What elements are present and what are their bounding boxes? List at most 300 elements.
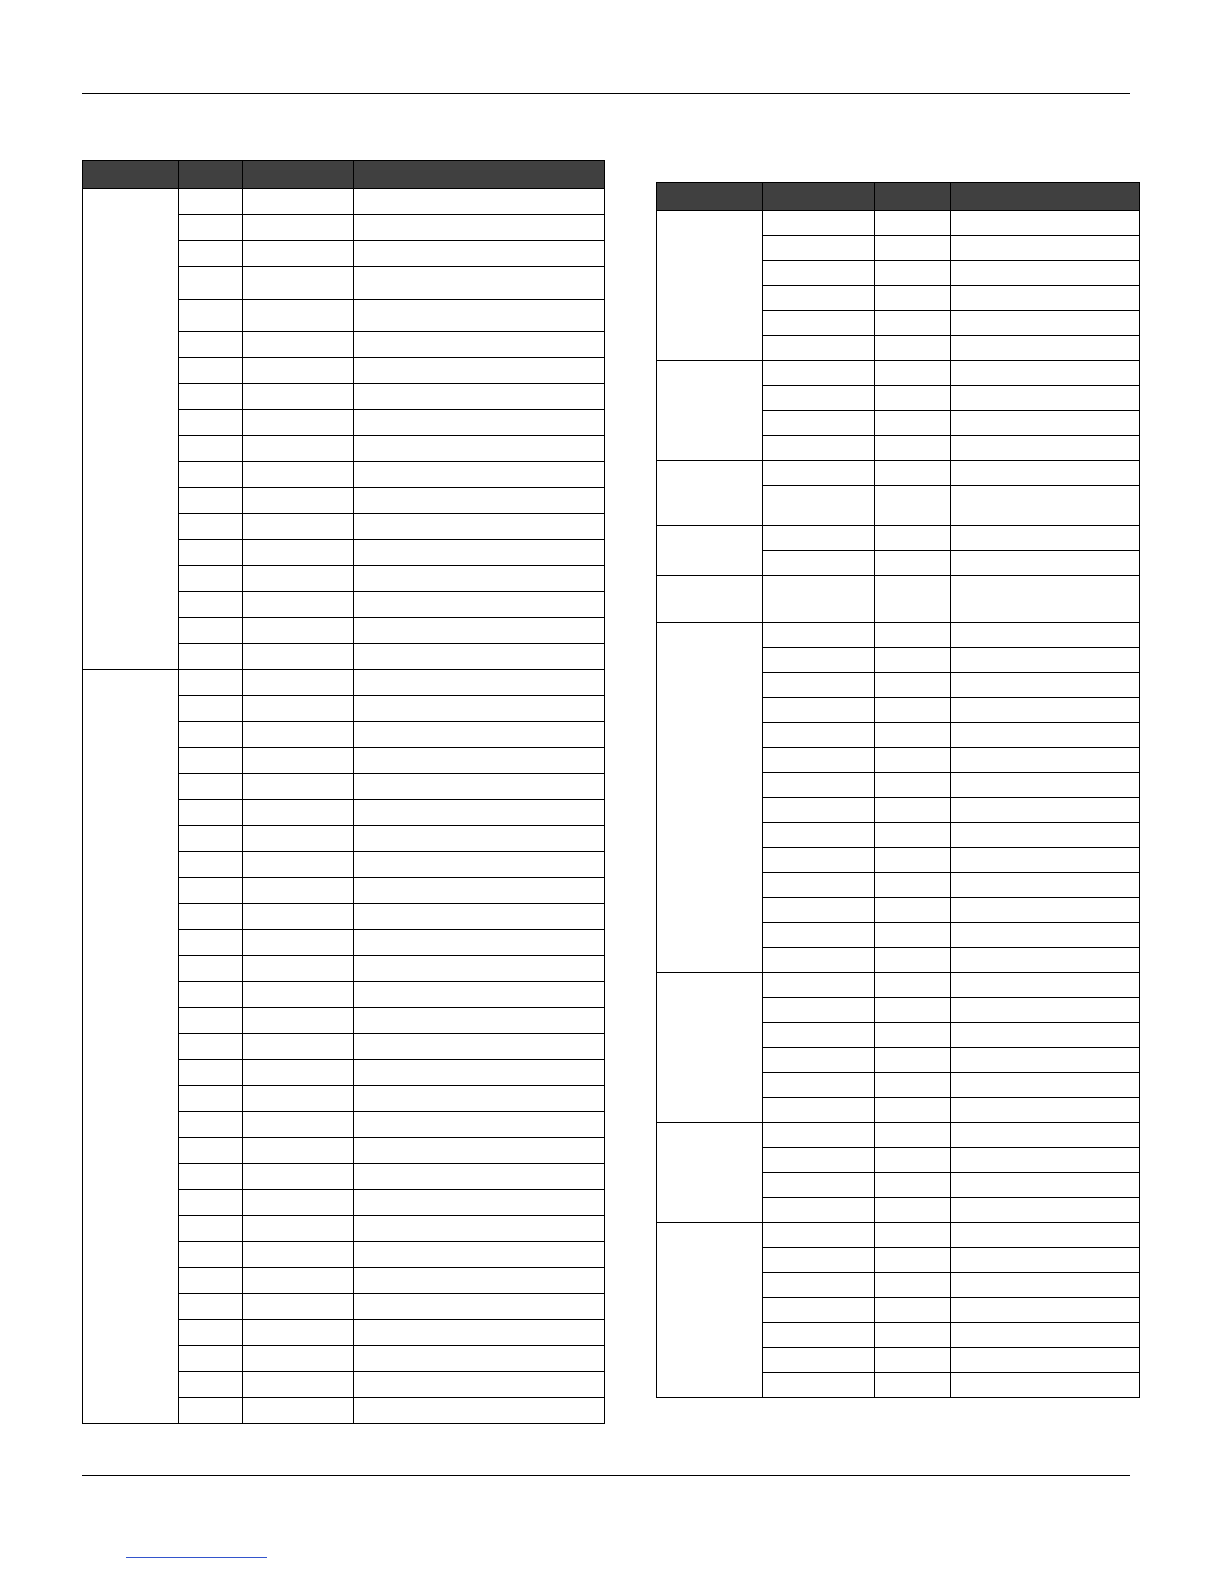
right-table-cell: [951, 1098, 1140, 1123]
right-table-cell: [951, 873, 1140, 898]
right-table-cell: [875, 311, 951, 336]
right-table-cell: [763, 798, 875, 823]
right-table-row: [657, 361, 1140, 386]
right-table-cell: [763, 1198, 875, 1223]
right-table-cell: [763, 236, 875, 261]
left-table-cell: [354, 1398, 605, 1424]
left-table-cell: [179, 189, 243, 215]
left-table-cell: [243, 1268, 354, 1294]
left-table-cell: [179, 774, 243, 800]
left-table-cell: [243, 800, 354, 826]
right-table-cell: [763, 1273, 875, 1298]
right-table-cell: [875, 211, 951, 236]
left-table-cell: [354, 1164, 605, 1190]
right-table-cell: [763, 1298, 875, 1323]
right-table-cell: [875, 1123, 951, 1148]
right-table-cell: [875, 748, 951, 773]
right-table-cell: [763, 1173, 875, 1198]
left-table-cell: [179, 852, 243, 878]
left-table-cell: [179, 644, 243, 670]
left-table-cell: [179, 300, 243, 332]
right-table-cell: [875, 261, 951, 286]
left-group-label: [83, 670, 179, 1424]
right-table-cell: [763, 486, 875, 526]
right-table-cell: [763, 576, 875, 623]
left-table-cell: [179, 436, 243, 462]
right-table-cell: [951, 1248, 1140, 1273]
left-table-cell: [243, 592, 354, 618]
right-table-cell: [875, 673, 951, 698]
right-table-cell: [951, 1173, 1140, 1198]
right-table-cell: [763, 923, 875, 948]
right-table-cell: [763, 1073, 875, 1098]
right-table-row: [657, 461, 1140, 486]
right-table-cell: [875, 386, 951, 411]
right-table-cell: [951, 411, 1140, 436]
right-table-cell: [951, 1048, 1140, 1073]
right-table-cell: [951, 336, 1140, 361]
right-table-cell: [951, 311, 1140, 336]
left-table-cell: [243, 930, 354, 956]
left-table-cell: [243, 852, 354, 878]
right-table-cell: [951, 1323, 1140, 1348]
right-table-cell: [951, 1298, 1140, 1323]
left-table-cell: [354, 956, 605, 982]
right-table-cell: [951, 623, 1140, 648]
right-table-cell: [951, 486, 1140, 526]
right-table-cell: [875, 923, 951, 948]
left-table-cell: [243, 904, 354, 930]
right-table-cell: [951, 1198, 1140, 1223]
right-table-cell: [951, 948, 1140, 973]
right-table-row: [657, 526, 1140, 551]
left-table-cell: [243, 189, 354, 215]
right-table-cell: [763, 898, 875, 923]
right-table-cell: [875, 1223, 951, 1248]
right-table-cell: [951, 211, 1140, 236]
left-table-cell: [243, 774, 354, 800]
right-table-row: [657, 1123, 1140, 1148]
left-table-cell: [179, 618, 243, 644]
right-table-cell: [951, 748, 1140, 773]
left-table-cell: [179, 1034, 243, 1060]
left-table-cell: [354, 488, 605, 514]
left-table-cell: [354, 410, 605, 436]
right-table-cell: [875, 973, 951, 998]
right-table-row: [657, 623, 1140, 648]
left-table-cell: [179, 748, 243, 774]
left-table-cell: [243, 1060, 354, 1086]
left-table-cell: [243, 384, 354, 410]
left-table-cell: [354, 696, 605, 722]
left-table-header-cell: [179, 161, 243, 189]
left-table-cell: [179, 1268, 243, 1294]
left-table-cell: [179, 1086, 243, 1112]
left-table-cell: [179, 332, 243, 358]
right-table-cell: [875, 1273, 951, 1298]
right-table-cell: [763, 361, 875, 386]
left-table-cell: [243, 1138, 354, 1164]
left-table-cell: [179, 1372, 243, 1398]
right-table-cell: [763, 823, 875, 848]
left-table-cell: [354, 1294, 605, 1320]
right-table-cell: [951, 236, 1140, 261]
left-table-cell: [354, 1138, 605, 1164]
left-table-cell: [243, 1112, 354, 1138]
right-table-header-cell: [657, 183, 763, 211]
left-table-cell: [243, 826, 354, 852]
right-table-cell: [875, 526, 951, 551]
left-table-cell: [179, 1112, 243, 1138]
right-table-row: [657, 973, 1140, 998]
right-table-cell: [951, 436, 1140, 461]
left-table-cell: [354, 1112, 605, 1138]
right-table-cell: [875, 361, 951, 386]
left-table-cell: [243, 436, 354, 462]
left-table-cell: [243, 1294, 354, 1320]
right-table-cell: [951, 923, 1140, 948]
left-table-cell: [179, 488, 243, 514]
right-table-cell: [951, 386, 1140, 411]
left-table-cell: [354, 1216, 605, 1242]
left-table-cell: [354, 1060, 605, 1086]
left-table-cell: [179, 514, 243, 540]
left-table-cell: [243, 488, 354, 514]
left-table-cell: [354, 436, 605, 462]
right-table-cell: [763, 998, 875, 1023]
right-table-cell: [875, 336, 951, 361]
left-table-cell: [179, 826, 243, 852]
right-table-cell: [763, 261, 875, 286]
left-table-cell: [179, 1164, 243, 1190]
left-table-cell: [354, 904, 605, 930]
right-table-cell: [875, 576, 951, 623]
left-table-cell: [243, 1164, 354, 1190]
left-table-cell: [243, 358, 354, 384]
right-table-row: [657, 1223, 1140, 1248]
left-table-cell: [179, 1346, 243, 1372]
left-table-cell: [243, 267, 354, 300]
left-table-cell: [179, 956, 243, 982]
left-table-cell: [179, 800, 243, 826]
left-table-cell: [179, 1138, 243, 1164]
right-table-cell: [763, 973, 875, 998]
right-table: [656, 182, 1140, 1398]
right-table-cell: [763, 773, 875, 798]
left-table-cell: [179, 566, 243, 592]
left-table-cell: [243, 1398, 354, 1424]
left-table-cell: [243, 618, 354, 644]
left-table-cell: [354, 566, 605, 592]
left-table-cell: [243, 1008, 354, 1034]
right-table-cell: [763, 526, 875, 551]
left-table-cell: [179, 267, 243, 300]
right-table-cell: [875, 1248, 951, 1273]
left-table-cell: [354, 800, 605, 826]
right-table-cell: [951, 1123, 1140, 1148]
right-table-cell: [763, 1123, 875, 1148]
right-table-cell: [875, 1373, 951, 1398]
right-table-cell: [951, 998, 1140, 1023]
left-table-cell: [354, 1008, 605, 1034]
right-table-cell: [763, 948, 875, 973]
right-table-cell: [763, 1373, 875, 1398]
left-table-header-cell: [243, 161, 354, 189]
right-table-cell: [763, 286, 875, 311]
right-table-cell: [951, 261, 1140, 286]
right-table-cell: [763, 1348, 875, 1373]
right-table-cell: [763, 386, 875, 411]
right-table-cell: [951, 1348, 1140, 1373]
right-table-cell: [875, 1148, 951, 1173]
right-table-header-cell: [875, 183, 951, 211]
left-table-cell: [243, 462, 354, 488]
right-table-cell: [951, 798, 1140, 823]
left-table-cell: [354, 358, 605, 384]
left-table-cell: [354, 644, 605, 670]
right-table-cell: [951, 673, 1140, 698]
left-table-cell: [243, 1372, 354, 1398]
right-table-cell: [875, 1348, 951, 1373]
right-table-cell: [763, 1023, 875, 1048]
right-table-cell: [763, 698, 875, 723]
right-table-cell: [875, 1173, 951, 1198]
left-table-cell: [179, 982, 243, 1008]
right-table-cell: [875, 823, 951, 848]
right-table-cell: [763, 873, 875, 898]
right-table-cell: [875, 623, 951, 648]
left-table-cell: [354, 592, 605, 618]
left-group-label: [83, 189, 179, 670]
right-group-label: [657, 361, 763, 461]
right-table-header-cell: [951, 183, 1140, 211]
right-table-row: [657, 576, 1140, 623]
left-table-cell: [354, 241, 605, 267]
right-table-cell: [875, 698, 951, 723]
right-group-label: [657, 1123, 763, 1223]
left-table-cell: [354, 1268, 605, 1294]
right-table-cell: [951, 973, 1140, 998]
left-table-cell: [354, 1242, 605, 1268]
left-table-row: [83, 189, 605, 215]
left-table-cell: [354, 826, 605, 852]
right-table-cell: [763, 336, 875, 361]
left-table-header-row: [83, 161, 605, 189]
left-table-cell: [354, 774, 605, 800]
left-table-cell: [243, 956, 354, 982]
left-table-cell: [179, 904, 243, 930]
right-group-label: [657, 461, 763, 526]
right-table-cell: [763, 1048, 875, 1073]
left-table-cell: [179, 1398, 243, 1424]
left-table-cell: [354, 215, 605, 241]
left-table-cell: [354, 514, 605, 540]
left-table-cell: [243, 1034, 354, 1060]
left-table-cell: [243, 241, 354, 267]
right-table-cell: [875, 873, 951, 898]
left-table-cell: [354, 852, 605, 878]
left-table-cell: [243, 878, 354, 904]
right-table-header-row: [657, 183, 1140, 211]
left-table-cell: [354, 384, 605, 410]
right-table-cell: [951, 551, 1140, 576]
right-table-cell: [875, 1098, 951, 1123]
right-table-cell: [951, 723, 1140, 748]
left-table-cell: [179, 670, 243, 696]
left-table-cell: [179, 384, 243, 410]
left-table-cell: [179, 1060, 243, 1086]
right-table-row: [657, 211, 1140, 236]
right-table-cell: [763, 1223, 875, 1248]
left-table-header-cell: [354, 161, 605, 189]
right-table-cell: [875, 848, 951, 873]
right-table-body: [657, 211, 1140, 1398]
left-table-cell: [243, 1086, 354, 1112]
right-table-cell: [763, 648, 875, 673]
left-table-cell: [354, 267, 605, 300]
left-table-cell: [179, 215, 243, 241]
header-rule: [82, 93, 1130, 94]
right-table-cell: [875, 1023, 951, 1048]
left-table-cell: [243, 332, 354, 358]
right-table-cell: [951, 698, 1140, 723]
left-table-cell: [354, 1190, 605, 1216]
right-table-cell: [951, 361, 1140, 386]
right-table-cell: [875, 551, 951, 576]
left-table-cell: [354, 540, 605, 566]
right-table-cell: [875, 898, 951, 923]
left-table-cell: [243, 748, 354, 774]
left-table-cell: [179, 696, 243, 722]
right-table-cell: [951, 526, 1140, 551]
left-table-cell: [354, 1372, 605, 1398]
right-table-cell: [763, 748, 875, 773]
right-table-cell: [763, 551, 875, 576]
right-table-cell: [875, 998, 951, 1023]
right-group-label: [657, 623, 763, 973]
right-table-header-cell: [763, 183, 875, 211]
right-table-cell: [951, 848, 1140, 873]
left-table-cell: [354, 332, 605, 358]
left-table-cell: [354, 878, 605, 904]
left-table-cell: [179, 930, 243, 956]
left-table-cell: [243, 300, 354, 332]
left-table-cell: [243, 215, 354, 241]
left-table-cell: [179, 722, 243, 748]
footer-rule: [82, 1475, 1130, 1476]
right-group-label: [657, 1223, 763, 1398]
left-table-cell: [243, 982, 354, 1008]
left-table-cell: [179, 1294, 243, 1320]
right-table-cell: [763, 848, 875, 873]
left-table-cell: [179, 410, 243, 436]
left-table-cell: [354, 462, 605, 488]
right-table-cell: [763, 623, 875, 648]
left-table-cell: [243, 1216, 354, 1242]
right-table-cell: [763, 723, 875, 748]
left-table-cell: [243, 1346, 354, 1372]
left-table-cell: [179, 1008, 243, 1034]
right-table-cell: [875, 286, 951, 311]
left-table-cell: [243, 696, 354, 722]
right-table-cell: [763, 411, 875, 436]
right-table-cell: [951, 1273, 1140, 1298]
footer-link[interactable]: [126, 1557, 267, 1558]
left-table-cell: [243, 410, 354, 436]
right-table-cell: [951, 286, 1140, 311]
left-table-cell: [354, 670, 605, 696]
left-table-cell: [354, 618, 605, 644]
right-table-cell: [875, 773, 951, 798]
right-table-cell: [951, 461, 1140, 486]
left-table-cell: [354, 982, 605, 1008]
right-table-cell: [763, 1323, 875, 1348]
left-table-cell: [179, 462, 243, 488]
left-table-cell: [243, 644, 354, 670]
right-table-cell: [875, 648, 951, 673]
right-table-cell: [763, 1148, 875, 1173]
left-table-cell: [179, 1216, 243, 1242]
right-table-cell: [875, 236, 951, 261]
right-table-cell: [951, 1373, 1140, 1398]
right-table-cell: [763, 211, 875, 236]
left-table-cell: [243, 540, 354, 566]
right-table-cell: [951, 1223, 1140, 1248]
left-table-cell: [243, 1190, 354, 1216]
right-group-label: [657, 973, 763, 1123]
right-table-cell: [875, 486, 951, 526]
left-table-cell: [243, 670, 354, 696]
left-table-cell: [354, 1320, 605, 1346]
left-table-cell: [179, 1320, 243, 1346]
left-table-cell: [179, 540, 243, 566]
right-table-cell: [951, 1073, 1140, 1098]
right-table-cell: [951, 898, 1140, 923]
right-table-cell: [951, 1148, 1140, 1173]
right-table-cell: [875, 723, 951, 748]
left-table-cell: [354, 1086, 605, 1112]
left-table-cell: [179, 358, 243, 384]
right-table-cell: [951, 823, 1140, 848]
right-table-cell: [875, 1048, 951, 1073]
left-table-cell: [354, 300, 605, 332]
left-table-cell: [179, 878, 243, 904]
right-table-cell: [875, 1198, 951, 1223]
left-table-cell: [354, 748, 605, 774]
left-table-cell: [354, 1034, 605, 1060]
left-table-cell: [243, 1242, 354, 1268]
right-table-cell: [763, 461, 875, 486]
right-group-label: [657, 211, 763, 361]
right-table-cell: [951, 648, 1140, 673]
right-table-cell: [763, 673, 875, 698]
left-table-cell: [354, 930, 605, 956]
right-group-label: [657, 576, 763, 623]
right-group-label: [657, 526, 763, 576]
left-table-cell: [354, 1346, 605, 1372]
right-table-cell: [763, 311, 875, 336]
left-table-cell: [354, 722, 605, 748]
left-table-cell: [243, 566, 354, 592]
right-table-cell: [763, 1248, 875, 1273]
left-table-cell: [243, 1320, 354, 1346]
left-table: [82, 160, 605, 1424]
right-table-cell: [875, 798, 951, 823]
right-table-cell: [951, 576, 1140, 623]
right-table-cell: [875, 1298, 951, 1323]
right-table-cell: [875, 436, 951, 461]
left-table-cell: [354, 189, 605, 215]
